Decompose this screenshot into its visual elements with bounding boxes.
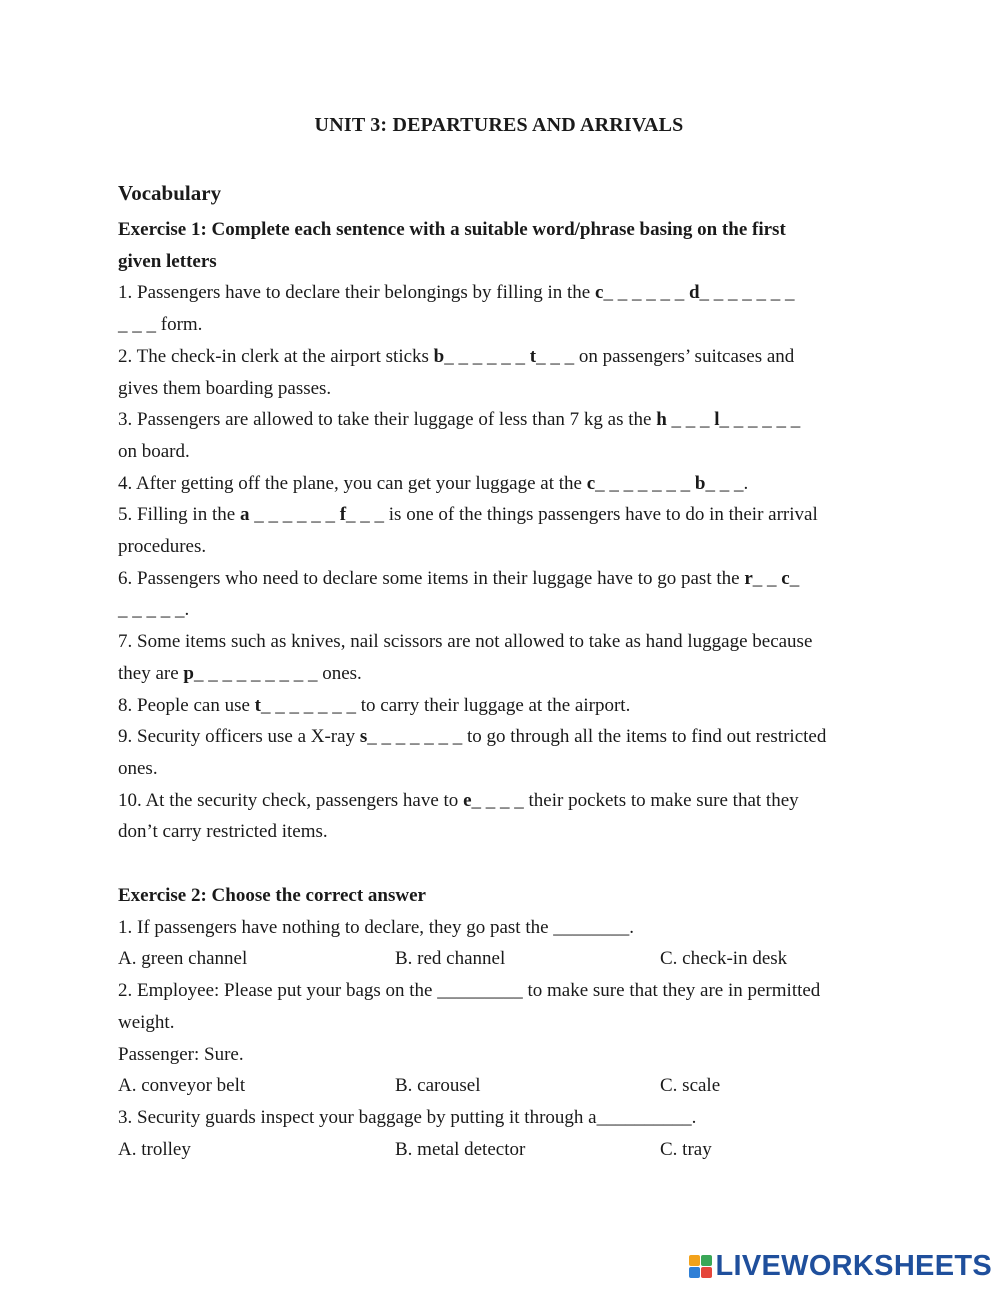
ex2-q3-option-b[interactable]: B. metal detector — [395, 1138, 526, 1160]
ex2-question-2-cont: weight. — [118, 1011, 175, 1033]
ex1-question-10-cont: don’t carry restricted items. — [118, 821, 328, 843]
logo-blocks-icon — [689, 1255, 712, 1278]
ex2-question-1: 1. If passengers have nothing to declare, they go past the ________. — [118, 916, 635, 938]
ex2-q2-option-c[interactable]: C. scale — [660, 1075, 721, 1097]
ex2-q1-option-a[interactable]: A. green channel — [118, 948, 248, 970]
ex2-options-3 — [118, 1134, 880, 1166]
ex1-question-6-cont: _ _ _ _ _. — [118, 599, 190, 621]
ex2-q1-option-b[interactable]: B. red channel — [395, 948, 506, 970]
exercise1-heading-cont: given letters — [118, 250, 217, 272]
ex2-question-2-reply: Passenger: Sure. — [118, 1043, 244, 1065]
ex1-question-4: 4. After getting off the plane, you can get your luggage at the c_ _ _ _ _ _ _ b_ _ _. — [118, 472, 749, 494]
section-heading: Vocabulary — [118, 181, 222, 205]
ex1-question-1-cont: _ _ _ form. — [118, 314, 203, 336]
exercise2-heading: Exercise 2: Choose the correct answer — [118, 885, 426, 907]
ex1-question-10: 10. At the security check, passengers have to e_ _ _ _ their pockets to make sure that they — [118, 789, 799, 811]
ex1-question-3-cont: on board. — [118, 440, 190, 462]
ex1-question-2: 2. The check-in clerk at the airport sticks b_ _ _ _ _ _ t_ _ _ on passengers’ suitcases and — [118, 345, 795, 367]
liveworksheets-logo — [689, 1250, 993, 1283]
ex1-question-6: 6. Passengers who need to declare some items in their luggage have to go past the r_ _ c_ — [118, 567, 800, 589]
ex2-q2-option-a[interactable]: A. conveyor belt — [118, 1075, 246, 1097]
logo-text: LIVEWORKSHEETS — [715, 1250, 992, 1282]
ex2-q3-option-a[interactable]: A. trolley — [118, 1138, 191, 1160]
ex1-question-7: 7. Some items such as knives, nail scissors are not allowed to take as hand luggage because — [118, 631, 813, 653]
ex1-question-7-cont: they are p_ _ _ _ _ _ _ _ _ ones. — [118, 662, 362, 684]
ex1-question-3: 3. Passengers are allowed to take their luggage of less than 7 kg as the h _ _ _ l_ _ _ _ _ _ — [118, 409, 801, 431]
ex1-question-5: 5. Filling in the a _ _ _ _ _ _ f_ _ _ is one of the things passengers have to do in their arrival — [118, 504, 818, 526]
ex1-question-9: 9. Security officers use a X-ray s_ _ _ _ _ _ _ to go through all the items to find out restricted — [118, 726, 827, 748]
ex1-question-5-cont: procedures. — [118, 536, 207, 558]
ex2-q2-option-b[interactable]: B. carousel — [395, 1075, 481, 1097]
ex2-q1-option-c[interactable]: C. check-in desk — [660, 948, 788, 970]
page-title: UNIT 3: DEPARTURES AND ARRIVALS — [314, 114, 684, 136]
ex1-question-9-cont: ones. — [118, 757, 158, 779]
worksheet-page — [118, 114, 880, 1165]
ex2-question-2: 2. Employee: Please put your bags on the _________ to make sure that they are in permitted — [118, 980, 821, 1002]
ex2-question-3: 3. Security guards inspect your baggage by putting it through a__________. — [118, 1106, 697, 1128]
ex2-q3-option-c[interactable]: C. tray — [660, 1138, 712, 1160]
ex1-question-1: 1. Passengers have to declare their belongings by filling in the c_ _ _ _ _ _ d_ _ _ _ _ _ _ — [118, 282, 795, 304]
ex2-options-1 — [118, 943, 880, 975]
exercise1-heading: Exercise 1: Complete each sentence with a suitable word/phrase basing on the first — [118, 219, 786, 240]
ex1-question-8: 8. People can use t_ _ _ _ _ _ _ to carry their luggage at the airport. — [118, 694, 631, 716]
ex2-options-2 — [118, 1070, 880, 1102]
ex1-question-2-cont: gives them boarding passes. — [118, 377, 332, 399]
